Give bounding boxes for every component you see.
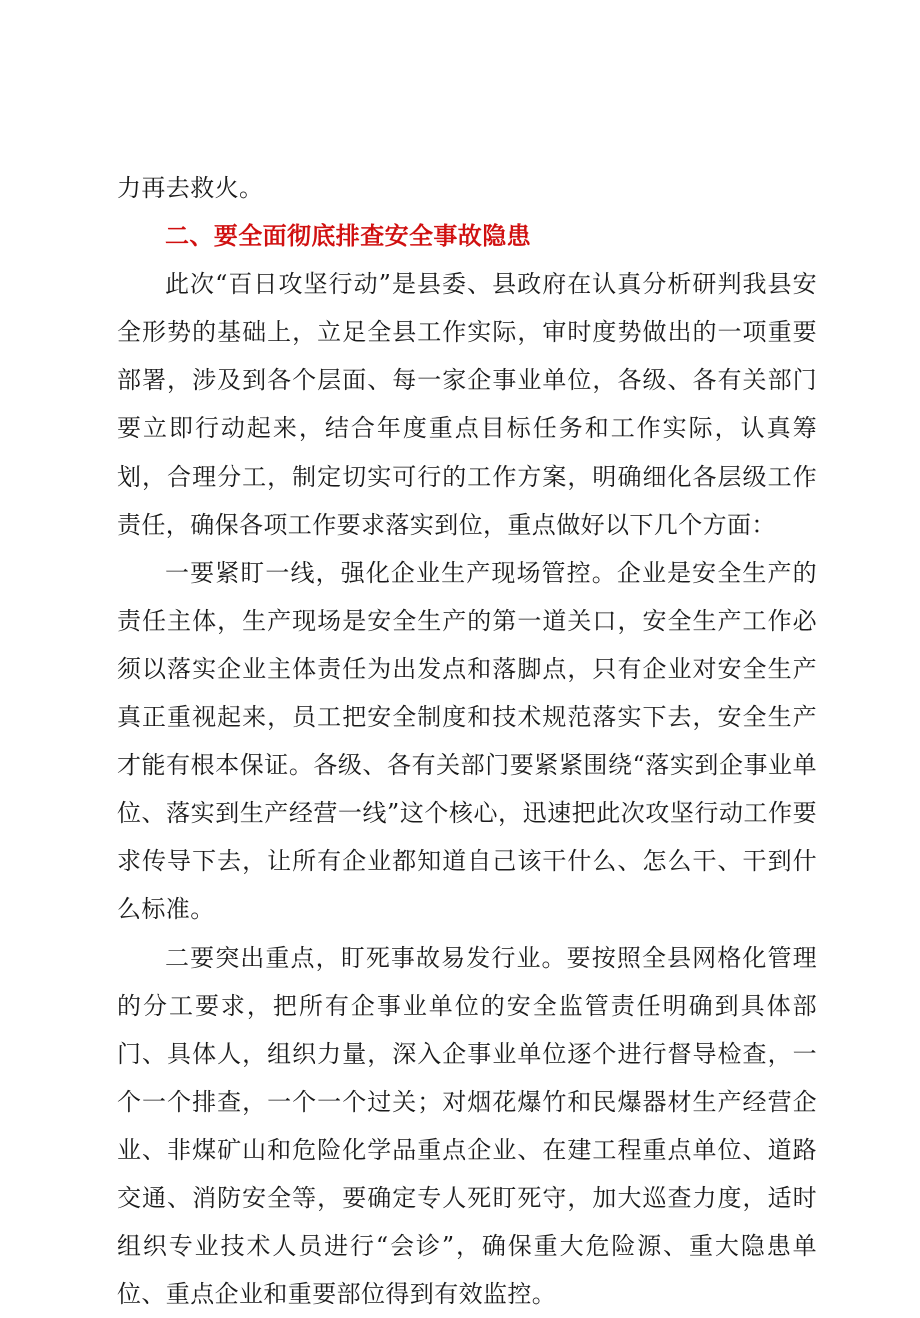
intro-tail-paragraph: 力再去救火。	[117, 164, 817, 212]
document-body	[117, 164, 817, 1318]
body-paragraph-2: 一要紧盯一线，强化企业生产现场管控。企业是安全生产的责任主体，生产现场是安全生产的第一道关口，安全生产工作必须以落实企业主体责任为出发点和落脚点，只有企业对安全生产真正重视起来，员工把安全制度和技术规范落实下去，安全生产才能有根本保证。各级、各有关部门要紧紧围绕“落实到企事业单位、落实到生产经营一线”这个核心，迅速把此次攻坚行动工作要求传导下去，让所有企业都知道自己该干什么、怎么干、干到什么标准。	[117, 549, 817, 934]
body-paragraph-3: 二要突出重点，盯死事故易发行业。要按照全县网格化管理的分工要求，把所有企事业单位的安全监管责任明确到具体部门、具体人，组织力量，深入企事业单位逐个进行督导检查，一个一个排查，一个一个过关；对烟花爆竹和民爆器材生产经营企业、非煤矿山和危险化学品重点企业、在建工程重点单位、道路交通、消防安全等，要确定专人死盯死守，加大巡查力度，适时组织专业技术人员进行“会诊”，确保重大危险源、重大隐患单位、重点企业和重要部位得到有效监控。	[117, 934, 817, 1318]
body-paragraph-1: 此次“百日攻坚行动”是县委、县政府在认真分析研判我县安全形势的基础上，立足全县工作实际，审时度势做出的一项重要部署，涉及到各个层面、每一家企事业单位，各级、各有关部门要立即行动起来，结合年度重点目标任务和工作实际，认真筹划，合理分工，制定切实可行的工作方案，明确细化各层级工作责任，确保各项工作要求落实到位，重点做好以下几个方面：	[117, 260, 817, 549]
section-heading: 二、要全面彻底排查安全事故隐患	[117, 212, 817, 260]
